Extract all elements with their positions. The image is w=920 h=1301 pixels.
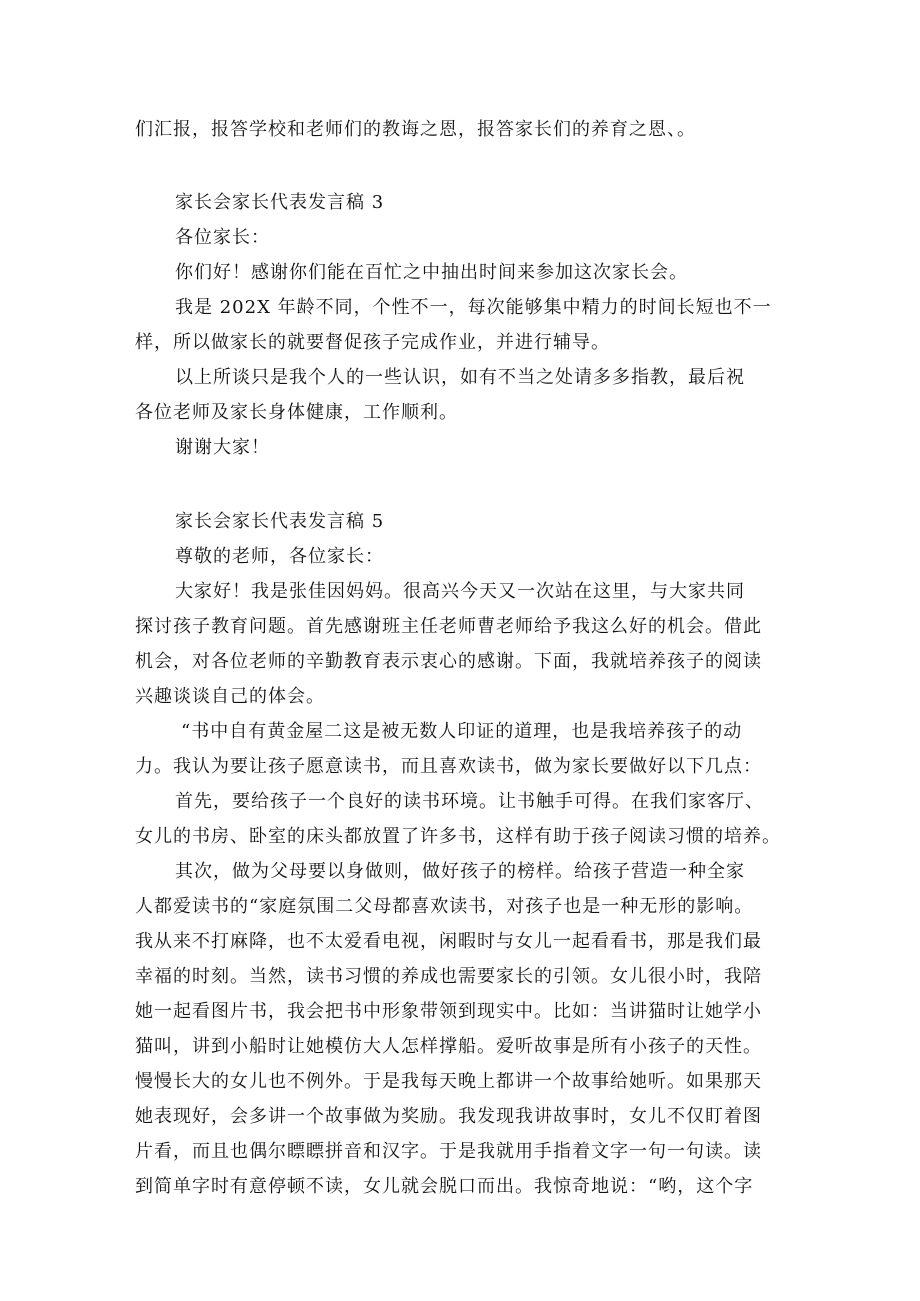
section-5-title: 家长会家长代表发言稿 5 <box>175 511 385 532</box>
paragraph-line: 样，所以做家长的就要督促孩子完成作业，并进行辅导。 <box>135 332 610 353</box>
section-3-salutation: 各位家长： <box>175 227 270 248</box>
paragraph-line: 她一起看图片书，我会把书中形象带领到现实中。比如：当讲猫时让她学小 <box>135 1001 762 1022</box>
paragraph-line: 力。我认为要让孩子愿意读书，而且喜欢读书，做为家长要做好以下几点： <box>135 756 762 777</box>
paragraph-line: 女儿的书房、卧室的床头都放置了许多书，这样有助于孩子阅读习惯的培养。 <box>135 826 781 847</box>
paragraph-line: 我是 202X 年龄不同，个性不一，每次能够集中精力的时间长短也不一 <box>175 297 772 318</box>
paragraph-line: 猫叫，讲到小船时让她模仿大人怎样撑船。爱听故事是所有小孩子的天性。 <box>135 1036 762 1057</box>
section-3 <box>135 185 790 465</box>
paragraph-line: 大家好！我是张佳因妈妈。很高兴今天又一次站在这里，与大家共同 <box>175 581 745 602</box>
section-5 <box>135 504 790 1204</box>
paragraph-line: 首先，要给孩子一个良好的读书环境。让书触手可得。在我们家客厅、 <box>175 791 764 812</box>
spacer <box>135 147 790 185</box>
paragraph-line: 以上所谈只是我个人的一些认识，如有不当之处请多多指教，最后祝 <box>175 367 745 388</box>
section-3-title: 家长会家长代表发言稿 3 <box>175 192 385 213</box>
paragraph-line: 其次，做为父母要以身做则，做好孩子的榜样。给孩子营造一种全家 <box>175 861 745 882</box>
paragraph-line: 你们好！感谢你们能在百忙之中抽出时间来参加这次家长会。 <box>175 262 688 283</box>
paragraph-line: 各位老师及家长身体健康，工作顺利。 <box>135 402 458 423</box>
intro-line: 们汇报，报答学校和老师们的教诲之恩，报答家长们的养育之恩、。 <box>135 119 696 140</box>
paragraph-line: 兴趣谈谈自己的体会。 <box>135 686 325 707</box>
paragraph-line: 探讨孩子教育问题。首先感谢班主任老师曹老师给予我这么好的机会。借此 <box>135 616 762 637</box>
paragraph-line: 人都爱读书的“家庭氛围二父母都喜欢读书，对孩子也是一种无形的影响。 <box>135 896 754 917</box>
paragraph-line: 片看，而且也偶尔瞟瞟拼音和汉字。于是我就用手指着文字一句一句读。读 <box>135 1141 762 1162</box>
paragraph-line: 机会，对各位老师的辛勤教育表示衷心的感谢。下面，我就培养孩子的阅读 <box>135 651 762 672</box>
paragraph-line: 她表现好，会多讲一个故事做为奖励。我发现我讲故事时，女儿不仅盯着图 <box>135 1106 762 1127</box>
paragraph-line: 慢慢长大的女儿也不例外。于是我每天晚上都讲一个故事给她听。如果那天 <box>135 1071 762 1092</box>
paragraph-line: 幸福的时刻。当然，读书习惯的养成也需要家长的引领。女儿很小时，我陪 <box>135 966 762 987</box>
paragraph-line: 谢谢大家！ <box>175 437 270 458</box>
spacer <box>135 465 790 504</box>
section-5-salutation: 尊敬的老师，各位家长： <box>175 546 384 567</box>
paragraph-line: “书中自有黄金屋二这是被无数人印证的道理，也是我培养孩子的动 <box>181 721 743 742</box>
document-body <box>135 112 790 1204</box>
paragraph-line: 我从来不打麻降，也不太爱看电视，闲暇时与女儿一起看看书，那是我们最 <box>135 931 762 952</box>
paragraph-line: 到简单字时有意停顿不读，女儿就会脱口而出。我惊奇地说：“哟，这个字 <box>135 1176 754 1197</box>
